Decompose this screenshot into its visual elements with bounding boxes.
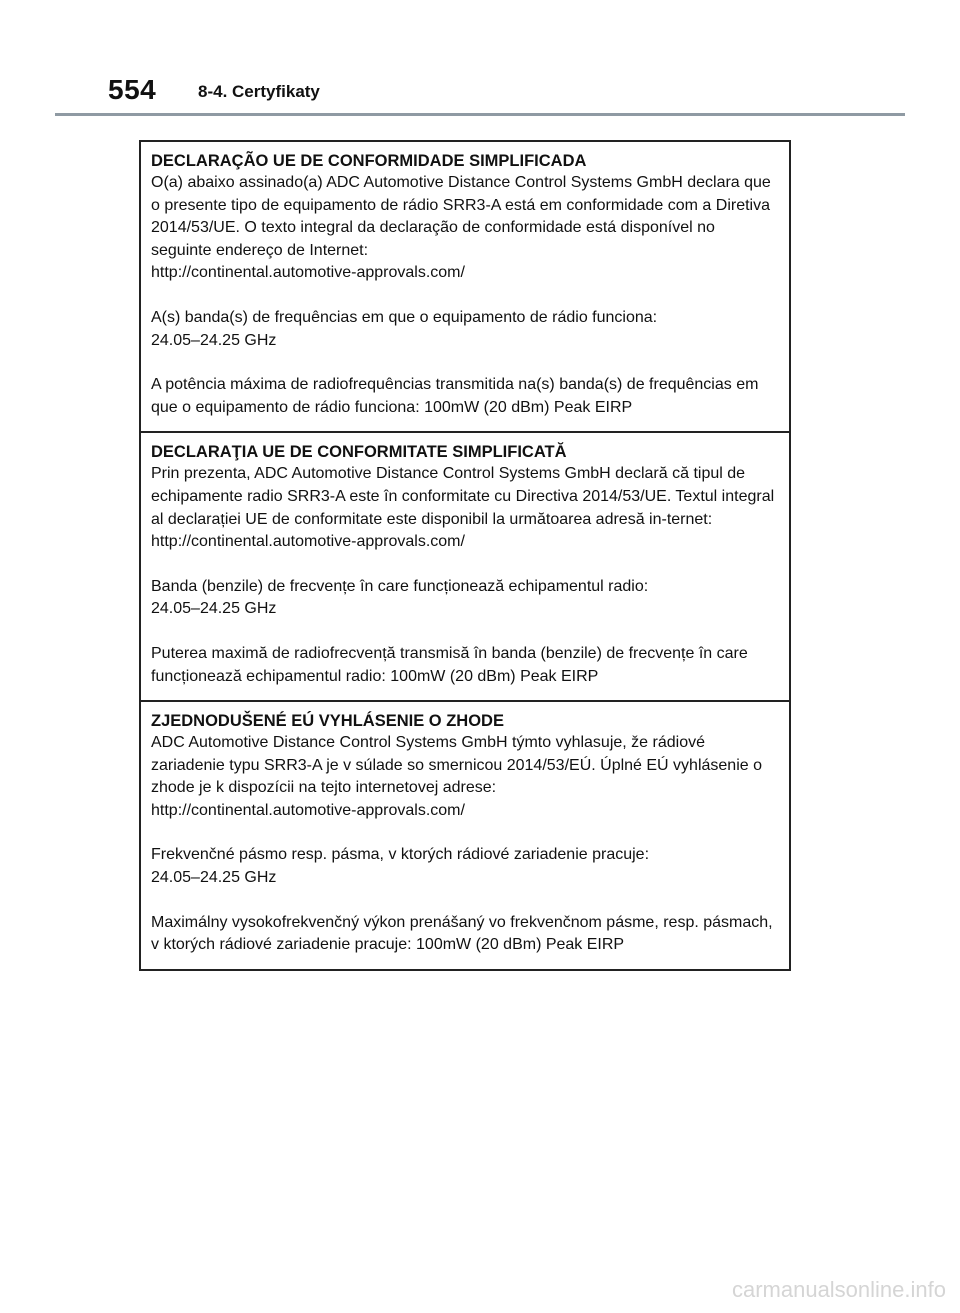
declaration-url: http://continental.automotive-approvals.com/ [151, 533, 465, 551]
section-title: 8-4. Certyfikaty [198, 82, 320, 101]
frequency-bands-label: Banda (benzile) de frecvențe în care funcționează echipamentul radio: [151, 577, 649, 595]
declaration-intro: O(a) abaixo assinado(a) ADC Automotive Distance Control Systems GmbH declara que o presente tipo de equipamento de rádio SRR3-A está em conformidade com a Diretiva 2014/53/UE. O texto integral da declaração de conformidade está disponível no seguinte endereço de Internet: [151, 174, 771, 259]
watermark: carmanualsonline.info [731, 1277, 946, 1302]
max-power-statement: Maximálny vysokofrekvenčný výkon prenášaný vo frekvenčnom pásme, resp. pásmach, v ktorých rádiové zariadenie pracuje: 100mW (20 dBm) Peak EIRP [151, 913, 773, 954]
declaration-intro: ADC Automotive Distance Control Systems GmbH týmto vyhlasuje, že rádiové zariadenie typu SRR3-A je v súlade so smernicou 2014/53/EÚ. Úplné EÚ vyhlásenie o zhode je k dispozícii na tejto internetovej adrese: [151, 734, 762, 797]
declaration-url: http://continental.automotive-approvals.com/ [151, 264, 465, 282]
frequency-bands-label: A(s) banda(s) de frequências em que o equipamento de rádio funciona: [151, 308, 658, 326]
declaration-portuguese [141, 142, 789, 433]
frequency-bands-value: 24.05–24.25 GHz [151, 600, 277, 618]
page-number: 554 [108, 74, 157, 105]
declaration-title: ZJEDNODUŠENÉ EÚ VYHLÁSENIE O ZHODE [151, 712, 504, 731]
frequency-bands-value: 24.05–24.25 GHz [151, 869, 277, 887]
header-divider [55, 113, 905, 116]
max-power-statement: Puterea maximă de radiofrecvență transmisă în banda (benzile) de frecvențe în care funcționează echipamentul radio: 100mW (20 dBm) Peak EIRP [151, 644, 748, 685]
declaration-title: DECLARAÇÃO UE DE CONFORMIDADE SIMPLIFICADA [151, 152, 587, 170]
declaration-title: DECLARAŢIA UE DE CONFORMITATE SIMPLIFICATĂ [151, 443, 567, 462]
page-header [0, 0, 960, 118]
max-power-statement: A potência máxima de radiofrequências transmitida na(s) banda(s) de frequências em que o equipamento de rádio funciona: 100mW (20 dBm) Peak EIRP [151, 376, 759, 416]
declaration-slovak [141, 702, 789, 969]
declaration-romanian [141, 433, 789, 702]
declaration-intro: Prin prezenta, ADC Automotive Distance Control Systems GmbH declară că tipul de echipamente radio SRR3-A este în conformitate cu Directiva 2014/53/UE. Textul integral al declarației UE de conformitate este disponibil la următoarea adresă in-ternet: [151, 465, 775, 528]
certificate-box [139, 140, 791, 971]
frequency-bands-label: Frekvenčné pásmo resp. pásma, v ktorých rádiové zariadenie pracuje: [151, 846, 650, 864]
frequency-bands-value: 24.05–24.25 GHz [151, 331, 277, 349]
declaration-url: http://continental.automotive-approvals.com/ [151, 801, 465, 819]
